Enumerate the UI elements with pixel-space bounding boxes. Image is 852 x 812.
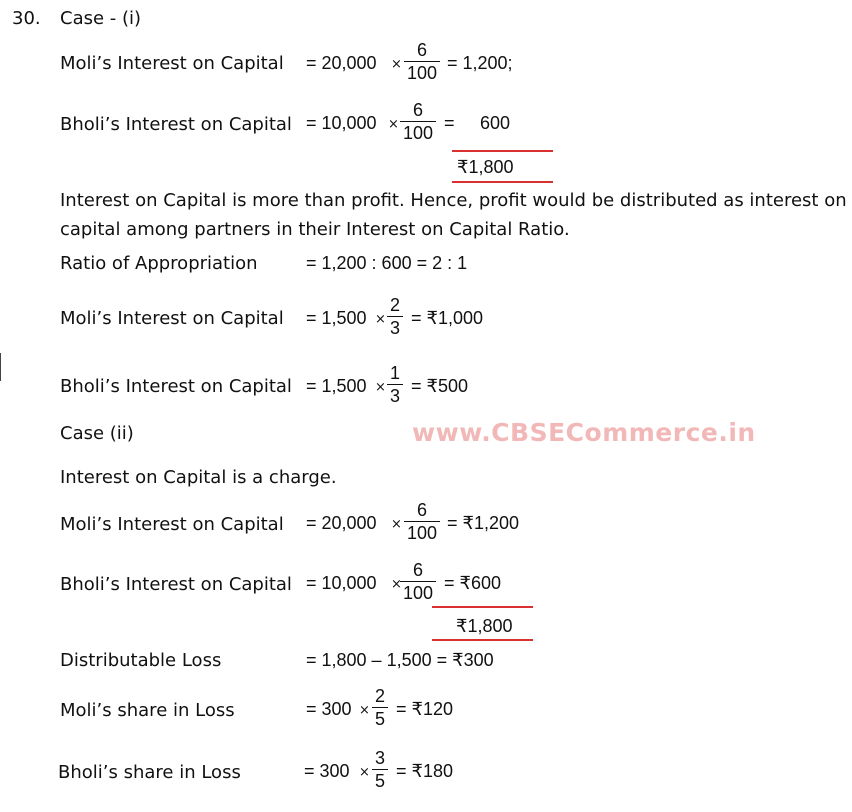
bholi-ic-fraction <box>400 100 436 143</box>
fraction-numerator: 6 <box>416 40 427 60</box>
fraction-denominator: 5 <box>374 771 385 791</box>
c2-total-rule-bottom <box>432 639 533 641</box>
c2-moli-ic-expr: = 20,000 <box>306 513 377 533</box>
fraction-denominator: 100 <box>402 583 434 603</box>
times-symbol: × <box>375 312 386 327</box>
c2-bholi-ic-label: Bholi’s Interest on Capital <box>60 574 292 595</box>
case2-total: ₹1,800 <box>456 616 513 636</box>
fraction-denominator: 100 <box>406 63 438 83</box>
ratio-expr: = 1,200 : 600 = 2 : 1 <box>306 253 468 273</box>
moli-app-result: = ₹1,000 <box>411 308 484 328</box>
ratio-label: Ratio of Appropriation <box>60 253 258 274</box>
total-rule-bottom <box>452 181 553 183</box>
moli-loss-fraction <box>372 686 388 729</box>
fraction-bar <box>372 769 388 770</box>
c2-moli-ic-fraction <box>404 500 440 543</box>
case2-title: Case (ii) <box>60 423 134 444</box>
fraction-denominator: 5 <box>374 709 385 729</box>
bholi-app-result: = ₹500 <box>411 376 468 396</box>
case1-note-line2: capital among partners in their Interest on Capital Ratio. <box>60 219 570 240</box>
fraction-numerator: 6 <box>416 500 427 520</box>
times-symbol: × <box>375 380 386 395</box>
loss-expr: = 1,800 – 1,500 = ₹300 <box>306 650 494 670</box>
moli-loss-label: Moli’s share in Loss <box>60 700 235 721</box>
fraction-numerator: 1 <box>389 363 400 383</box>
bholi-ic-label: Bholi’s Interest on Capital <box>60 114 292 135</box>
moli-app-expr: = 1,500 <box>306 308 367 328</box>
c2-bholi-ic-result: = ₹600 <box>444 573 501 593</box>
question-number: 30. <box>12 8 41 29</box>
c2-bholi-ic-fraction <box>400 560 436 603</box>
c2-moli-ic-result: = ₹1,200 <box>447 513 520 533</box>
bholi-loss-label: Bholi’s share in Loss <box>58 762 241 783</box>
bholi-app-label: Bholi’s Interest on Capital <box>60 376 292 397</box>
c2-moli-ic-label: Moli’s Interest on Capital <box>60 514 284 535</box>
fraction-bar <box>372 707 388 708</box>
times-symbol: × <box>359 765 370 780</box>
case1-total: ₹1,800 <box>457 157 514 177</box>
fraction-denominator: 3 <box>389 386 400 406</box>
left-margin-mark <box>0 353 1 381</box>
fraction-numerator: 2 <box>374 686 385 706</box>
watermark-text: www.CBSECommerce.in <box>412 418 756 447</box>
times-symbol: × <box>391 577 402 592</box>
fraction-bar <box>404 521 440 522</box>
fraction-bar <box>400 581 436 582</box>
moli-ic-expr: = 20,000 <box>306 53 377 73</box>
moli-app-label: Moli’s Interest on Capital <box>60 308 284 329</box>
loss-label: Distributable Loss <box>60 650 222 671</box>
fraction-denominator: 100 <box>406 523 438 543</box>
moli-ic-result: = 1,200; <box>447 53 513 73</box>
fraction-numerator: 2 <box>389 295 400 315</box>
fraction-bar <box>404 61 440 62</box>
c2-bholi-ic-expr: = 10,000 <box>306 573 377 593</box>
bholi-ic-result: 600 <box>480 113 511 133</box>
case1-title: Case - (i) <box>60 8 142 29</box>
moli-ic-fraction <box>404 40 440 83</box>
total-rule-top <box>452 150 553 152</box>
bholi-loss-expr: = 300 <box>304 761 350 781</box>
fraction-numerator: 6 <box>412 100 423 120</box>
c2-total-rule-top <box>432 606 533 608</box>
times-symbol: × <box>391 57 402 72</box>
times-symbol: × <box>391 517 402 532</box>
fraction-denominator: 3 <box>389 318 400 338</box>
moli-loss-result: = ₹120 <box>396 699 453 719</box>
times-symbol: × <box>359 703 370 718</box>
bholi-app-fraction <box>387 363 403 406</box>
moli-ic-label: Moli’s Interest on Capital <box>60 53 284 74</box>
bholi-loss-result: = ₹180 <box>396 761 453 781</box>
fraction-numerator: 6 <box>412 560 423 580</box>
fraction-numerator: 3 <box>374 748 385 768</box>
bholi-loss-fraction <box>372 748 388 791</box>
bholi-ic-expr: = 10,000 <box>306 113 377 133</box>
bholi-app-expr: = 1,500 <box>306 376 367 396</box>
times-symbol: × <box>388 117 399 132</box>
moli-loss-expr: = 300 <box>306 699 352 719</box>
bholi-ic-eq: = <box>444 113 455 133</box>
fraction-bar <box>387 384 403 385</box>
case1-note-line1: Interest on Capital is more than profit. Hence, profit would be distributed as interest on <box>60 190 847 211</box>
fraction-bar <box>387 316 403 317</box>
fraction-bar <box>400 121 436 122</box>
moli-app-fraction <box>387 295 403 338</box>
fraction-denominator: 100 <box>402 123 434 143</box>
case2-note: Interest on Capital is a charge. <box>60 467 337 488</box>
